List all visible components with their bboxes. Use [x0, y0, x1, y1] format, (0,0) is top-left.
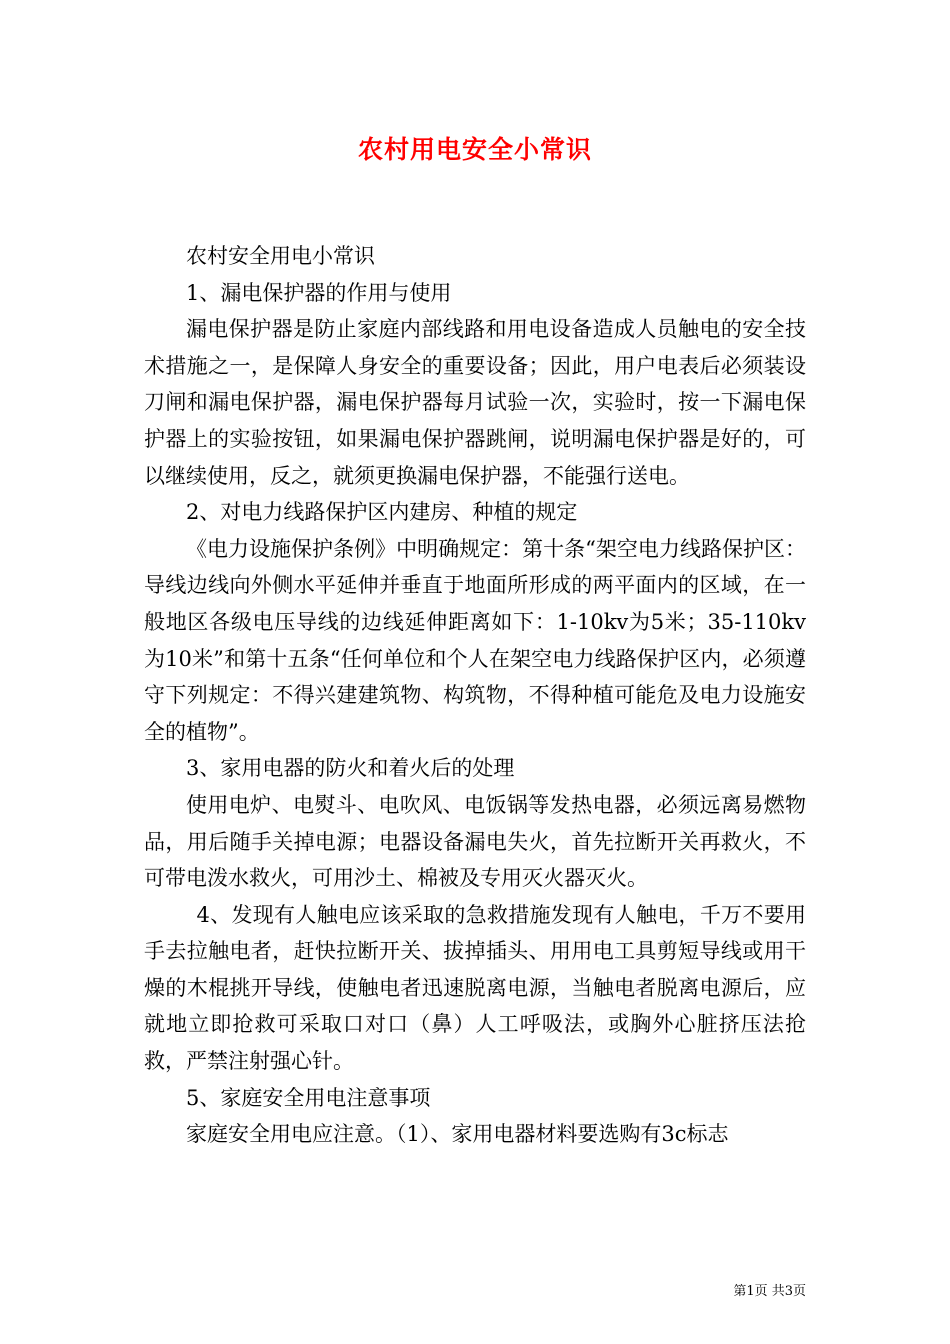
section-heading-2: 2、对电力线路保护区内建房、种植的规定: [186, 500, 578, 525]
paragraph-section-4: 4、发现有人触电应该采取的急救措施发现有人触电，千万不要用手去拉触电者，赶快拉断开关、拔掉插头、用用电工具剪短导线或用干燥的木棍挑开导线，使触电者迅速脱离电源，当触电者脱离电源后，应就地立即抢救可采取口对口（鼻）人工呼吸法，或胸外心脏挤压法抢救，严禁注射强心针。: [144, 902, 806, 1074]
section-heading-1: 1、漏电保护器的作用与使用: [186, 280, 452, 305]
page-title: 农村用电安全小常识: [357, 135, 592, 164]
paragraph-section-3: 使用电炉、电熨斗、电吹风、电饭锅等发热电器，必须远离易燃物品，用后随手关掉电源；电器设备漏电失火，首先拉断开关再救火，不可带电泼水救火，可用沙土、棉被及专用灭火器灭火。: [144, 792, 806, 891]
document-body: [144, 238, 806, 1153]
section-heading-5: 5、家庭安全用电注意事项: [186, 1085, 431, 1110]
paragraph-section-2: 《电力设施保护条例》中明确规定：第十条“架空电力线路保护区：导线边线向外侧水平延伸并垂直于地面所形成的两平面内的区域，在一般地区各级电压导线的边线延伸距离如下：1-10kv为5米；35-110kv为10米”和第十五条“任何单位和个人在架空电力线路保护区内，必须遵守下列规定：不得兴建建筑物、构筑物，不得种植可能危及电力设施安全的植物”。: [144, 536, 806, 744]
paragraph-section-1: 漏电保护器是防止家庭内部线路和用电设备造成人员触电的安全技术措施之一，是保障人身安全的重要设备；因此，用户电表后必须装设刀闸和漏电保护器，漏电保护器每月试验一次，实验时，按一下漏电保护器上的实验按钮，如果漏电保护器跳闸，说明漏电保护器是好的，可以继续使用，反之，就须更换漏电保护器，不能强行送电。: [144, 317, 806, 488]
paragraph-section-5: 家庭安全用电应注意。（1）、家用电器材料要选购有3c标志: [186, 1122, 729, 1147]
paragraph-intro: 农村安全用电小常识: [186, 244, 375, 268]
page-footer: 第1页 共3页: [733, 1284, 806, 1299]
section-heading-3: 3、家用电器的防火和着火后的处理: [186, 756, 515, 781]
